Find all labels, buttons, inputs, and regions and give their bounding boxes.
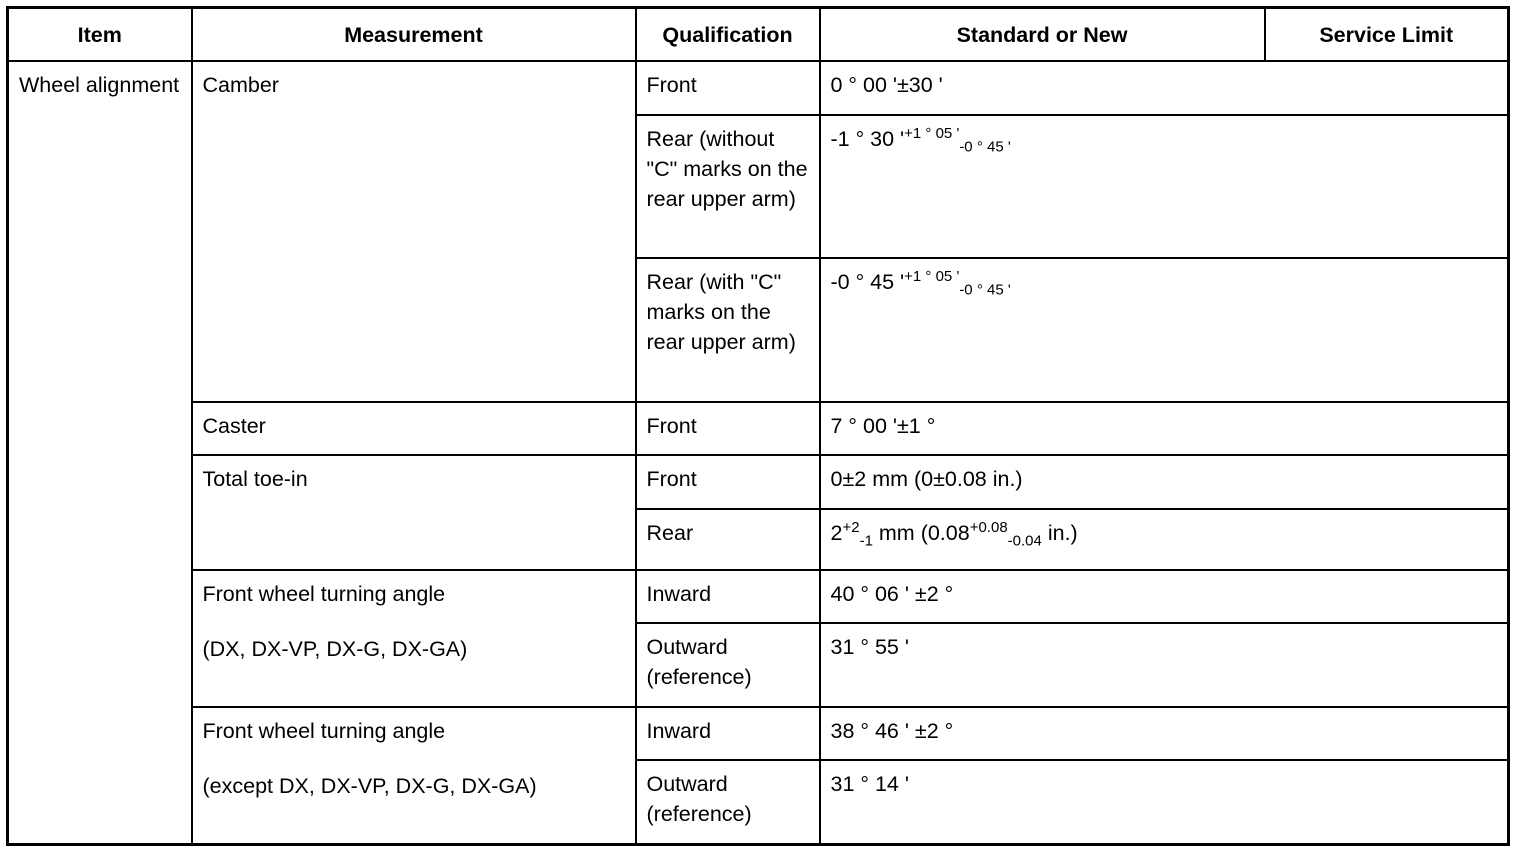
qualification-camber-rear-with: Rear (with "C" marks on the rear upper arm)	[636, 258, 820, 402]
value-toe-rear	[820, 509, 1509, 570]
qualification-camber-rear-without: Rear (without "C" marks on the rear upper arm)	[636, 115, 820, 258]
header-row	[8, 8, 1509, 61]
table-row	[8, 570, 1509, 623]
measurement-note: (except DX, DX-VP, DX-G, DX-GA)	[202, 773, 537, 798]
measurement-camber: Camber	[192, 61, 636, 402]
value-imperial-minus: -0.04	[1007, 531, 1042, 549]
table-row	[8, 61, 1509, 115]
value-t1-inward: 40 ° 06 ' ±2 °	[820, 570, 1509, 623]
value-camber-rear-with	[820, 258, 1509, 402]
qualification-camber-front: Front	[636, 61, 820, 115]
qualification-t1-outward: Outward (reference)	[636, 623, 820, 707]
value-tolerance-minus: -0 ° 45 '	[959, 280, 1011, 298]
value-base: 2	[830, 520, 843, 545]
value-imperial: mm (0.08	[872, 520, 970, 545]
header-service-limit: Service Limit	[1265, 8, 1509, 61]
qualification-caster-front: Front	[636, 402, 820, 455]
measurement-caster: Caster	[192, 402, 636, 455]
value-tolerance-minus: -1	[859, 531, 873, 549]
specification-table	[6, 6, 1510, 846]
measurement-title: Front wheel turning angle	[202, 718, 446, 743]
value-base: -0 ° 45 '	[830, 269, 905, 294]
value-t1-outward: 31 ° 55 '	[820, 623, 1509, 707]
item-cell: Wheel alignment	[8, 61, 192, 845]
value-tolerance-plus: +1 ° 05 '	[904, 124, 960, 142]
qualification-toe-rear: Rear	[636, 509, 820, 570]
value-tolerance-minus: -0 ° 45 '	[959, 137, 1011, 155]
value-tolerance-plus: +2	[842, 518, 860, 536]
header-item: Item	[8, 8, 192, 61]
value-t2-outward: 31 ° 14 '	[820, 760, 1509, 845]
header-measurement: Measurement	[192, 8, 636, 61]
table-row	[8, 455, 1509, 509]
table-row	[8, 707, 1509, 760]
value-tolerance-plus: +1 ° 05 '	[904, 267, 960, 285]
qualification-toe-front: Front	[636, 455, 820, 509]
table-row	[8, 402, 1509, 455]
measurement-toe-in: Total toe-in	[192, 455, 636, 570]
value-t2-inward: 38 ° 46 ' ±2 °	[820, 707, 1509, 760]
qualification-t2-inward: Inward	[636, 707, 820, 760]
header-qualification: Qualification	[636, 8, 820, 61]
measurement-title: Front wheel turning angle	[202, 581, 446, 606]
value-camber-front: 0 ° 00 '±30 '	[820, 61, 1509, 115]
qualification-t1-inward: Inward	[636, 570, 820, 623]
value-unit: in.)	[1041, 520, 1078, 545]
value-toe-front: 0±2 mm (0±0.08 in.)	[820, 455, 1509, 509]
measurement-note: (DX, DX-VP, DX-G, DX-GA)	[202, 636, 468, 661]
qualification-t2-outward: Outward (reference)	[636, 760, 820, 845]
measurement-turning-angle-except-dx	[192, 707, 636, 845]
value-imperial-plus: +0.08	[969, 518, 1008, 536]
header-standard: Standard or New	[820, 8, 1265, 61]
value-base: -1 ° 30 '	[830, 126, 905, 151]
measurement-turning-angle-dx	[192, 570, 636, 707]
value-caster-front: 7 ° 00 '±1 °	[820, 402, 1509, 455]
value-camber-rear-without	[820, 115, 1509, 258]
